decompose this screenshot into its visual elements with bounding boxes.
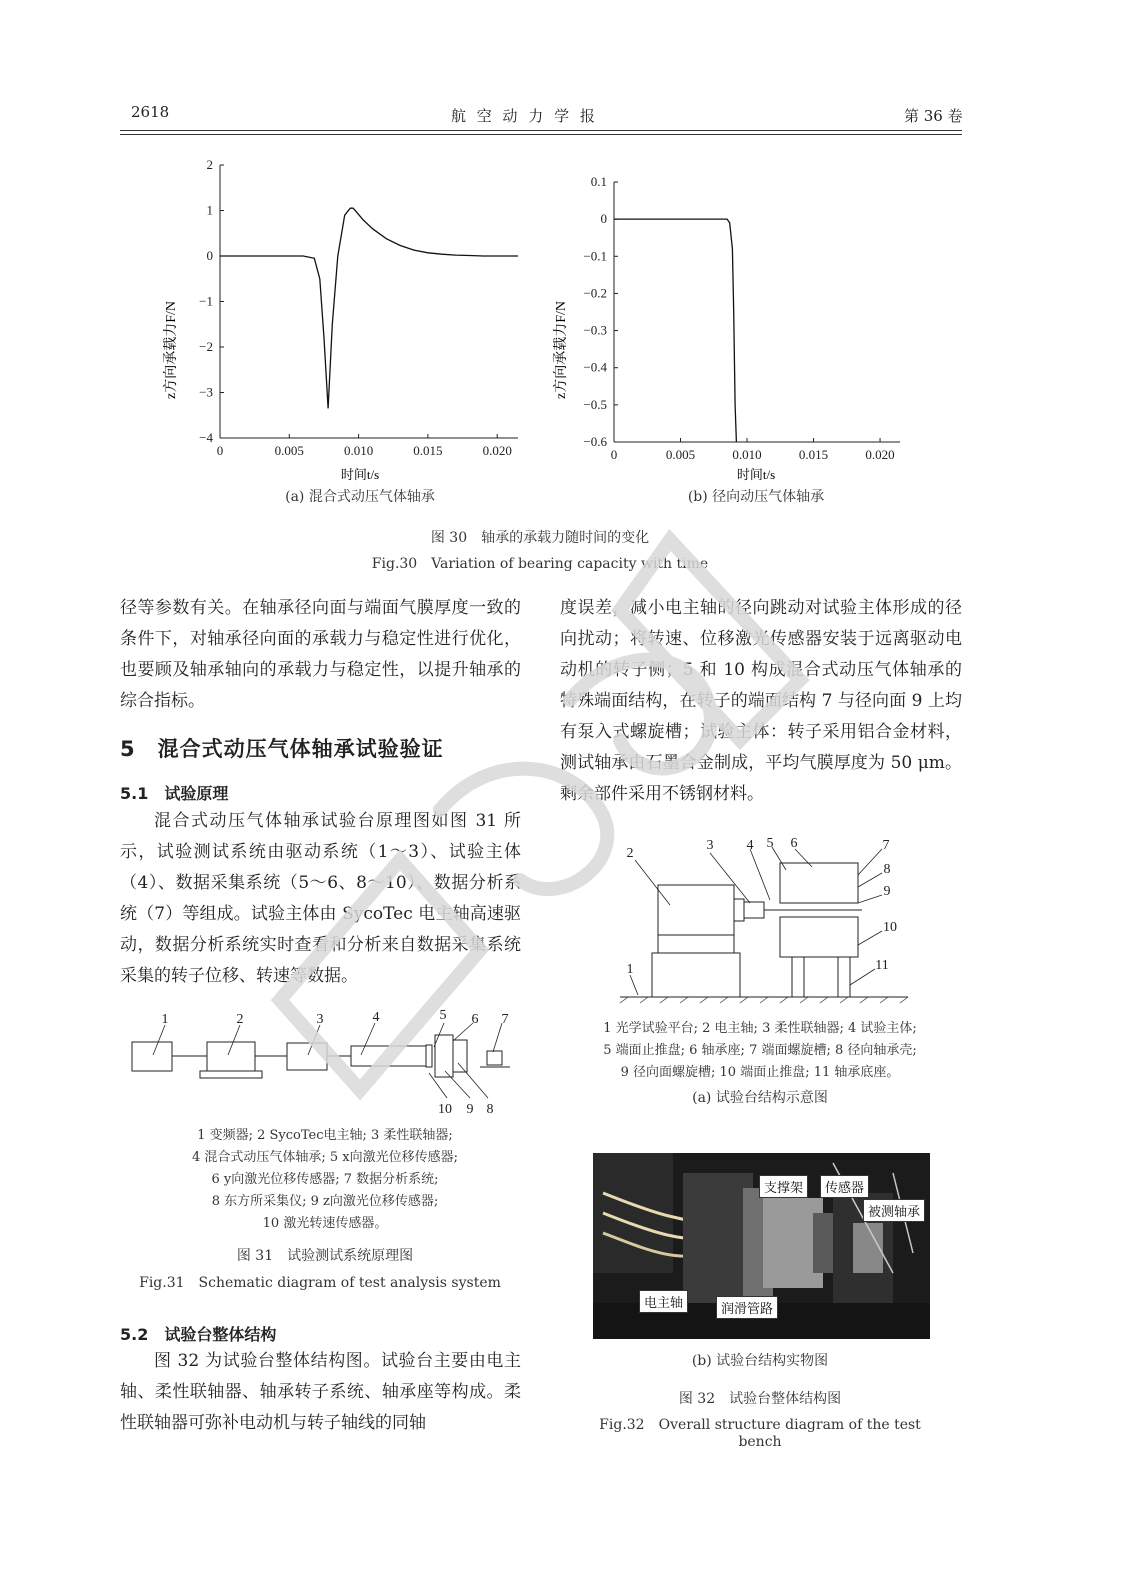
photo-label-lube: 润滑管路 xyxy=(716,1296,778,1319)
fig32a-label-3: 3 xyxy=(706,838,714,853)
photo-label-support: 支撑架 xyxy=(759,1175,808,1198)
chart-a-ytick-label: 0 xyxy=(206,248,213,263)
fig31-caption-en: Fig.31 Schematic diagram of test analysis system xyxy=(139,1275,501,1291)
chart-a-series-line xyxy=(220,208,518,408)
chart-a-ytick-label: −2 xyxy=(199,339,213,354)
fig32-panel-a-label: (a) 试验台结构示意图 xyxy=(692,1090,828,1106)
fig32a-label-2: 2 xyxy=(626,846,634,861)
right-col-text xyxy=(560,593,962,810)
page-number: 2618 xyxy=(131,103,170,121)
photo-label-sensor: 传感器 xyxy=(820,1175,869,1198)
fig32-caption-cn: 图 32 试验台整体结构图 xyxy=(678,1391,842,1407)
section51-title: 5.1 试验原理 xyxy=(120,784,229,803)
chart-a-xtick-label: 0.015 xyxy=(413,443,443,458)
fig31-label-10: 10 xyxy=(438,1102,452,1117)
box-3 xyxy=(287,1043,327,1070)
chart-b-ytick-label: −0.2 xyxy=(583,285,607,301)
fig32-caption-en: Fig.32 Overall structure diagram of the test bench xyxy=(599,1417,921,1450)
fig31-legend-line: 6 y向激光位移传感器; 7 数据分析系统; xyxy=(211,1172,439,1187)
fig32-legend-line: 9 径向面螺旋槽; 10 端面止推盘; 11 轴承底座。 xyxy=(620,1065,900,1080)
fig32a-label-11: 11 xyxy=(875,958,889,973)
section52-body xyxy=(120,1346,521,1439)
fig31-legend-line: 1 变频器; 2 SycoTec电主轴; 3 柔性联轴器; xyxy=(197,1128,453,1143)
box-4 xyxy=(351,1046,426,1066)
fig32-panel-b-label: (b) 试验台结构实物图 xyxy=(691,1353,829,1369)
fig32-legend-line: 5 端面止推盘; 6 轴承座; 7 端面螺旋槽; 8 径向轴承壳; xyxy=(603,1043,917,1058)
chart-a-ytick-label: −4 xyxy=(199,430,213,445)
fig32-legend-line: 1 光学试验平台; 2 电主轴; 3 柔性联轴器; 4 试验主体; xyxy=(603,1021,917,1036)
chart-a-xtick-label: 0.005 xyxy=(274,443,304,458)
chart-a-ytick-label: −1 xyxy=(199,293,213,309)
intro-paragraph: 径等参数有关。在轴承径向面与端面气膜厚度一致的条件下，对轴承径向面的承载力与稳定性进行优化，也要顾及轴承轴向的承载力与稳定性，以提升轴承的综合指标。 xyxy=(120,598,521,711)
fig30-panel-a-label: (a) 混合式动压气体轴承 xyxy=(285,489,435,505)
chart-b-xlabel: 时间t/s xyxy=(736,467,776,482)
fig31-legend xyxy=(130,1125,520,1235)
fig31-legend-line: 8 东方所采集仪; 9 z向激光位移传感器; xyxy=(211,1194,439,1209)
photo-label-bearing: 被测轴承 xyxy=(863,1199,925,1222)
fig30-caption-cn: 图 30 轴承的承载力随时间的变化 xyxy=(430,530,650,546)
left-col-intro xyxy=(120,593,521,717)
fig32a-label-7: 7 xyxy=(882,838,890,853)
fig32a-label-9: 9 xyxy=(883,884,891,899)
fig32a-label-5: 5 xyxy=(766,836,774,851)
chart-b-ytick-label: −0.1 xyxy=(583,248,607,264)
fig31-schematic xyxy=(125,1005,525,1120)
chart-b-xtick-label: 0.005 xyxy=(665,447,696,462)
fig31-caption-cn: 图 31 试验测试系统原理图 xyxy=(236,1248,414,1264)
fig31-label-7: 7 xyxy=(501,1012,509,1027)
fig31-label-9: 9 xyxy=(466,1102,474,1117)
fig31-label-2: 2 xyxy=(236,1012,244,1027)
header-rule-thin xyxy=(120,134,962,135)
chart-a-ytick-label: −3 xyxy=(199,384,213,400)
box-1 xyxy=(132,1042,172,1071)
journal-title: 航 空 动 力 学 报 xyxy=(451,107,598,125)
chart-a-xtick-label: 0.010 xyxy=(343,443,374,458)
chart-a-xtick-label: 0 xyxy=(216,443,224,458)
fig31-label-8: 8 xyxy=(486,1102,494,1117)
header-rule xyxy=(120,130,962,131)
chart-b-series-line xyxy=(614,219,736,442)
section5-title: 5 混合式动压气体轴承试验验证 xyxy=(120,737,444,761)
chart-b-xtick-label: 0.010 xyxy=(732,447,762,462)
chart-b-ytick-label: −0.5 xyxy=(583,396,607,412)
fig32-legend xyxy=(570,1018,950,1084)
chart-a-xtick-label: 0.020 xyxy=(482,443,512,458)
volume-label: 第 36 卷 xyxy=(904,107,963,125)
fig32a-schematic xyxy=(600,835,920,1015)
chart-b xyxy=(540,150,930,495)
chart-b-ytick-label: 0 xyxy=(600,211,607,227)
fig30-caption-en: Fig.30 Variation of bearing capacity with time xyxy=(371,556,709,572)
section51-paragraph: 混合式动压气体轴承试验台原理图如图 31 所示，试验测试系统由驱动系统（1～3）、试验主体（4）、数据采集系统（5～6、8～10）、数据分析系统（7）等组成。试验主体由 SycoTec 电主轴高速驱动，数据分析系统实时查看和分析来自数据采集系统采集的转子位移、转速等数据。 xyxy=(120,811,521,986)
fig31-legend-line: 10 激光转速传感器。 xyxy=(262,1216,388,1231)
photo-label-spindle: 电主轴 xyxy=(639,1290,688,1313)
chart-b-ytick-label: −0.6 xyxy=(583,434,607,449)
chart-b-xtick-label: 0.015 xyxy=(798,447,829,462)
chart-b-xtick-label: 0.020 xyxy=(865,447,895,462)
fig32a-label-1: 1 xyxy=(626,962,634,977)
fig32a-label-4: 4 xyxy=(746,838,754,853)
chart-b-xtick-label: 0 xyxy=(610,447,618,462)
fig31-legend-line: 4 混合式动压气体轴承; 5 x向激光位移传感器; xyxy=(191,1150,459,1165)
chart-b-ylabel: z方向承载力F/N xyxy=(554,301,569,399)
fig30-panel-b-label: (b) 径向动压气体轴承 xyxy=(687,489,825,505)
chart-b-ytick-label: −0.4 xyxy=(583,359,607,375)
chart-b-ytick-label: −0.3 xyxy=(583,322,607,338)
chart-a xyxy=(160,150,550,495)
fig31-label-3: 3 xyxy=(316,1012,324,1027)
fig32a-label-10: 10 xyxy=(883,920,897,935)
chart-a-xlabel: 时间t/s xyxy=(340,467,380,482)
chart-a-ylabel: z方向承载力F/N xyxy=(164,301,179,399)
chart-a-ytick-label: 1 xyxy=(206,202,213,218)
section52-title: 5.2 试验台整体结构 xyxy=(120,1325,277,1344)
fig31-label-4: 4 xyxy=(372,1010,380,1025)
test-bench-photo xyxy=(593,1153,930,1339)
fig31-label-5: 5 xyxy=(439,1008,447,1023)
fig32a-label-8: 8 xyxy=(883,862,891,877)
section52-paragraph: 图 32 为试验台整体结构图。试验台主要由电主轴、柔性联轴器、轴承转子系统、轴承座等构成。柔性联轴器可弥补电动机与转子轴线的同轴 xyxy=(120,1351,521,1433)
box-2 xyxy=(207,1042,255,1071)
fig31-label-1: 1 xyxy=(161,1012,169,1027)
fig32a-label-6: 6 xyxy=(790,836,798,851)
section51-body xyxy=(120,806,521,992)
right-col-paragraph: 度误差，减小电主轴的径向跳动对试验主体形成的径向扰动；将转速、位移激光传感器安装于远离驱动电动机的转子侧；5 和 10 构成混合式动压气体轴承的特殊端面结构，在转子的端面结构 7 与径向面 9 上均有泵入式螺旋槽；试验主体：转子采用铝合金材料，测试轴承由石墨合金制成，平均气膜厚度为 50 μm。剩余部件采用不锈钢材料。 xyxy=(560,598,962,804)
chart-b-ytick-label: 0.1 xyxy=(590,174,607,189)
fig31-label-6: 6 xyxy=(471,1012,479,1027)
chart-a-ytick-label: 2 xyxy=(206,157,213,172)
